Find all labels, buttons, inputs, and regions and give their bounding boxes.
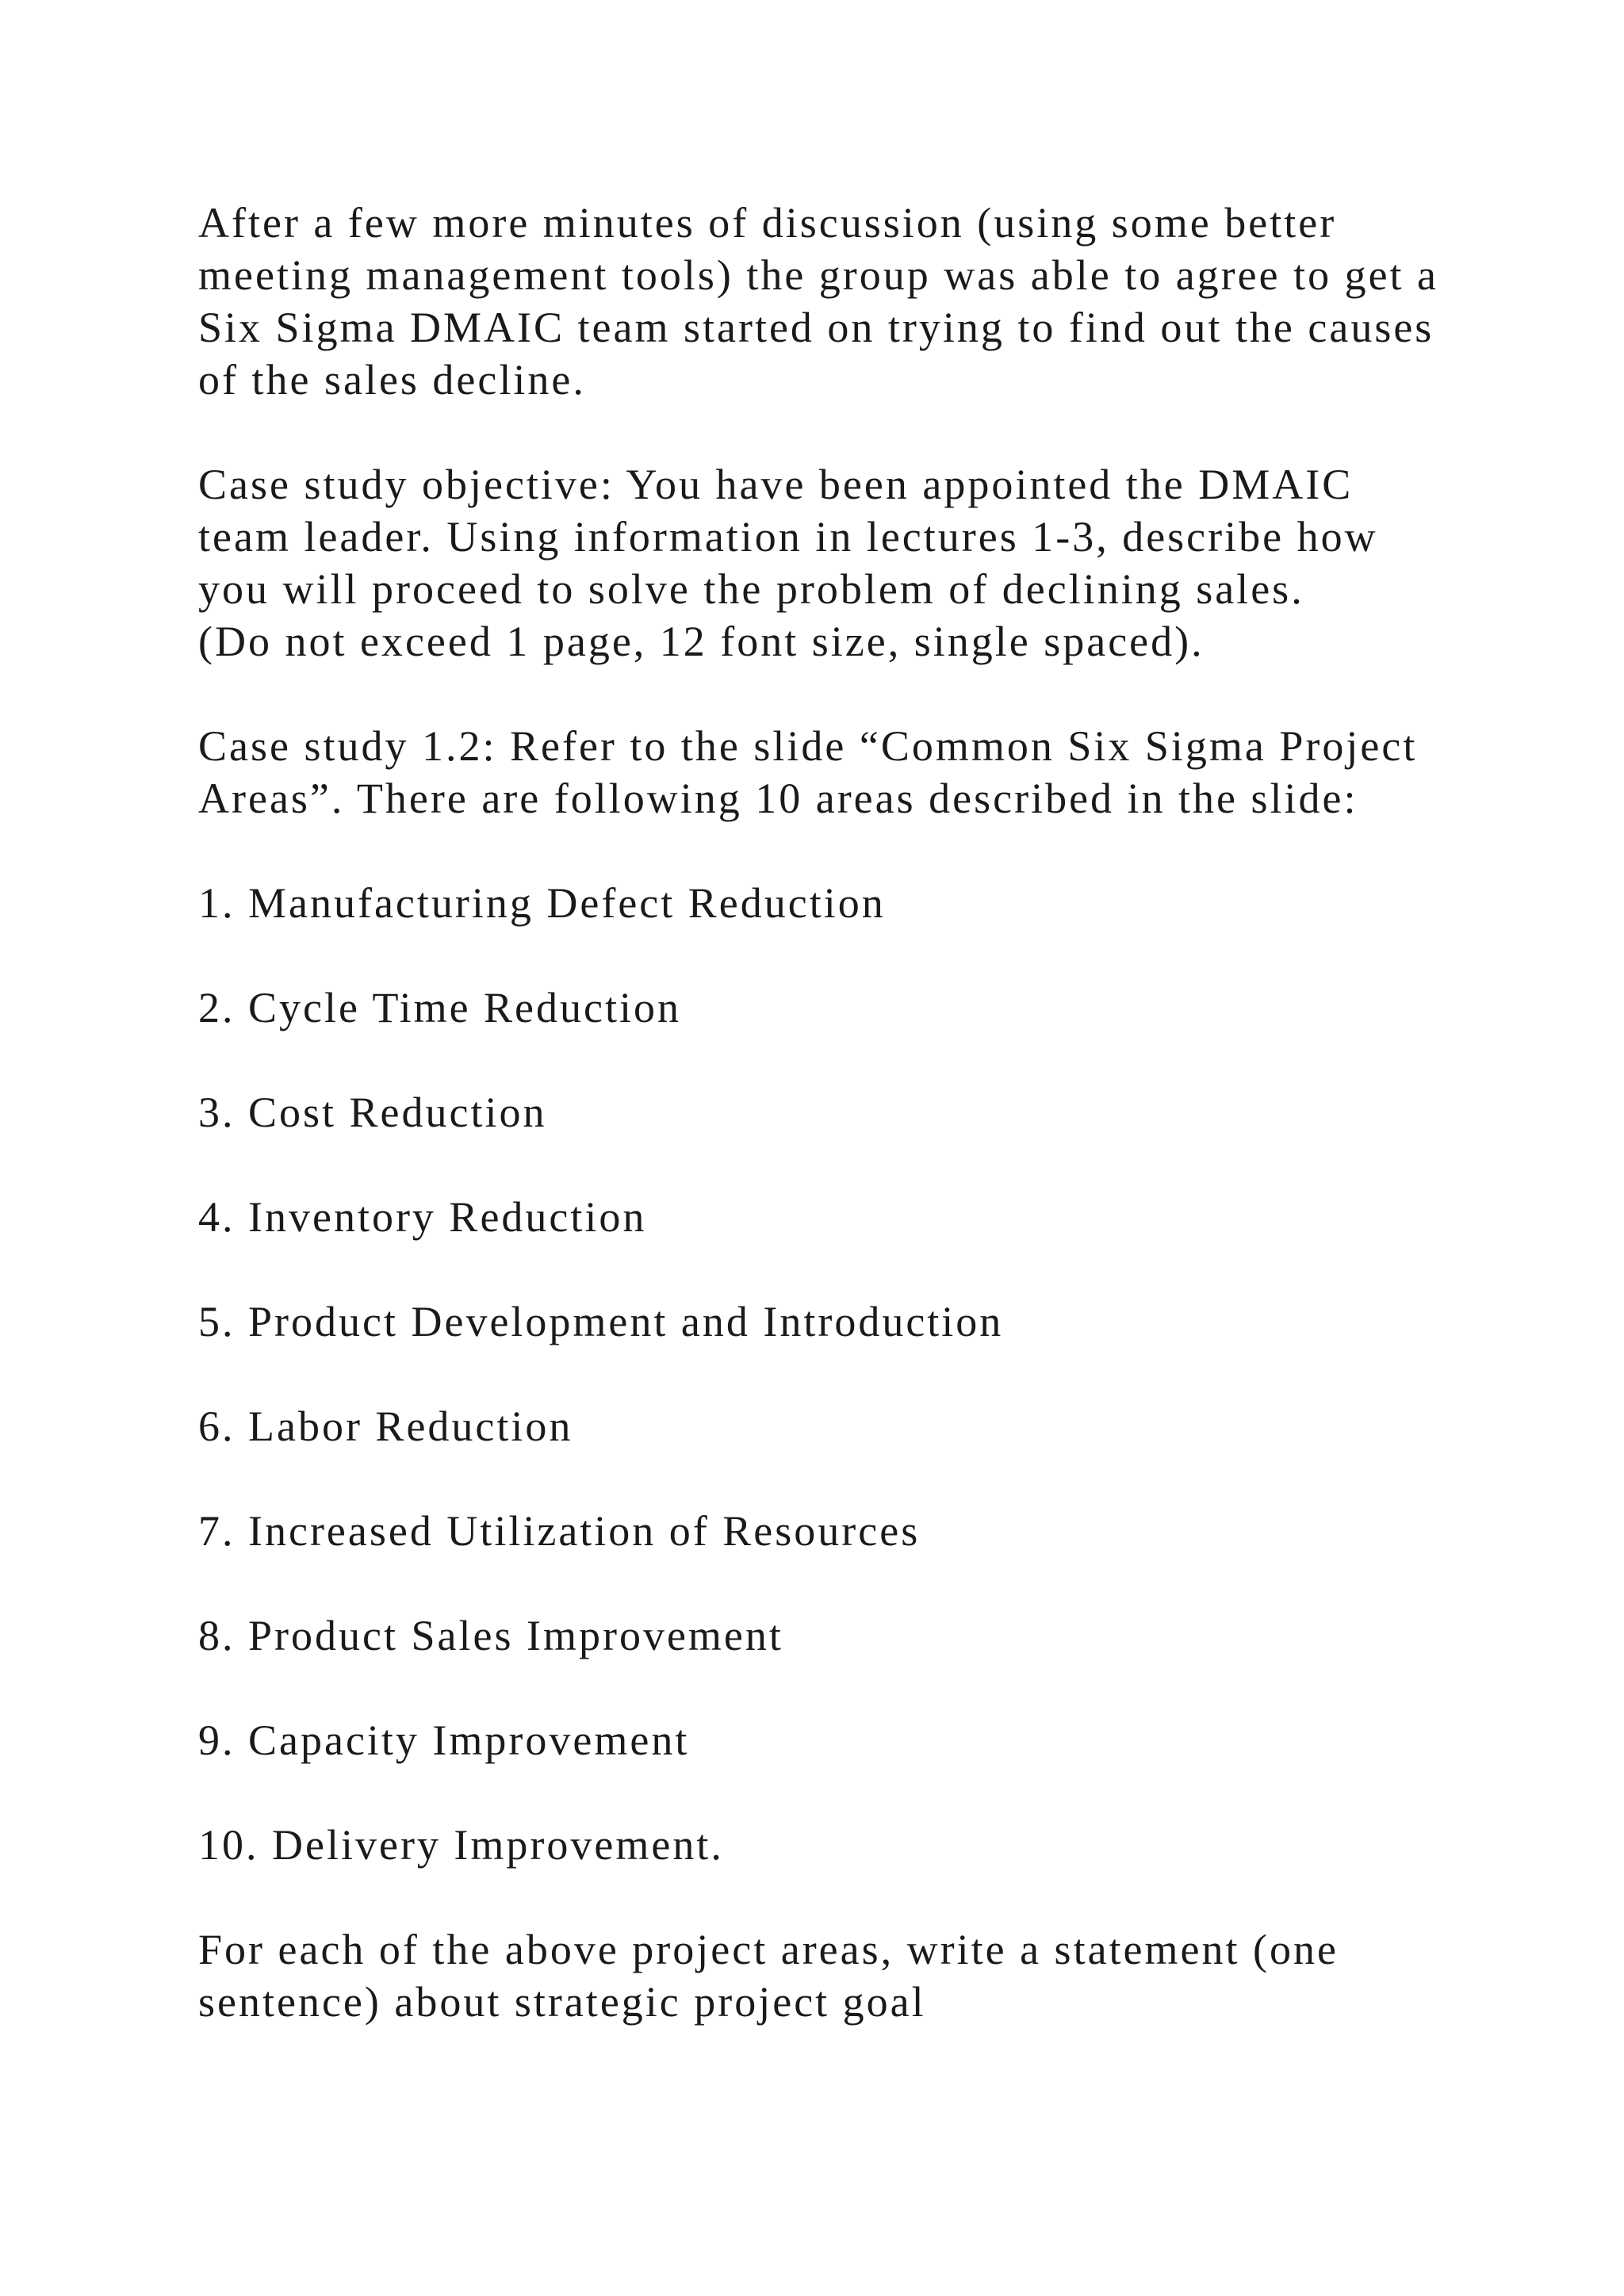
paragraph-line: of the sales decline.: [198, 356, 586, 404]
paragraph-line: Case study objective: You have been appointed the DMAIC: [198, 461, 1354, 508]
list-item: 1. Manufacturing Defect Reduction: [198, 879, 886, 927]
list-item: 5. Product Development and Introduction: [198, 1298, 1004, 1345]
closing-paragraph: [198, 1923, 1499, 2028]
list-item: 8. Product Sales Improvement: [198, 1612, 783, 1659]
intro-paragraph: [198, 197, 1499, 406]
document-body: [198, 197, 1499, 2080]
paragraph-line: team leader. Using information in lectures 1-3, describe how: [198, 513, 1378, 561]
paragraph-line: Case study 1.2: Refer to the slide “Common Six Sigma Project: [198, 722, 1418, 770]
paragraph-line: sentence) about strategic project goal: [198, 1978, 926, 2026]
paragraph-line: you will proceed to solve the problem of declining sales.: [198, 565, 1304, 613]
list-item: 4. Inventory Reduction: [198, 1193, 647, 1241]
list-item: 9. Capacity Improvement: [198, 1716, 690, 1764]
list-item: 6. Labor Reduction: [198, 1402, 573, 1450]
paragraph-line: For each of the above project areas, write a statement (one: [198, 1926, 1339, 1973]
paragraph-line: After a few more minutes of discussion (using some better: [198, 199, 1337, 247]
case-study-1-2-paragraph: [198, 720, 1499, 825]
list-item: 3. Cost Reduction: [198, 1089, 547, 1136]
paragraph-line: (Do not exceed 1 page, 12 font size, single spaced).: [198, 618, 1205, 665]
paragraph-line: meeting management tools) the group was able to agree to get a: [198, 251, 1439, 299]
paragraph-line: Six Sigma DMAIC team started on trying to find out the causes: [198, 304, 1434, 351]
project-areas-list: [198, 877, 1499, 1871]
list-item: 2. Cycle Time Reduction: [198, 984, 681, 1031]
list-item: 7. Increased Utilization of Resources: [198, 1507, 921, 1555]
paragraph-line: Areas”. There are following 10 areas described in the slide:: [198, 775, 1358, 822]
list-item: 10. Delivery Improvement.: [198, 1821, 724, 1869]
objective-paragraph: [198, 458, 1499, 668]
